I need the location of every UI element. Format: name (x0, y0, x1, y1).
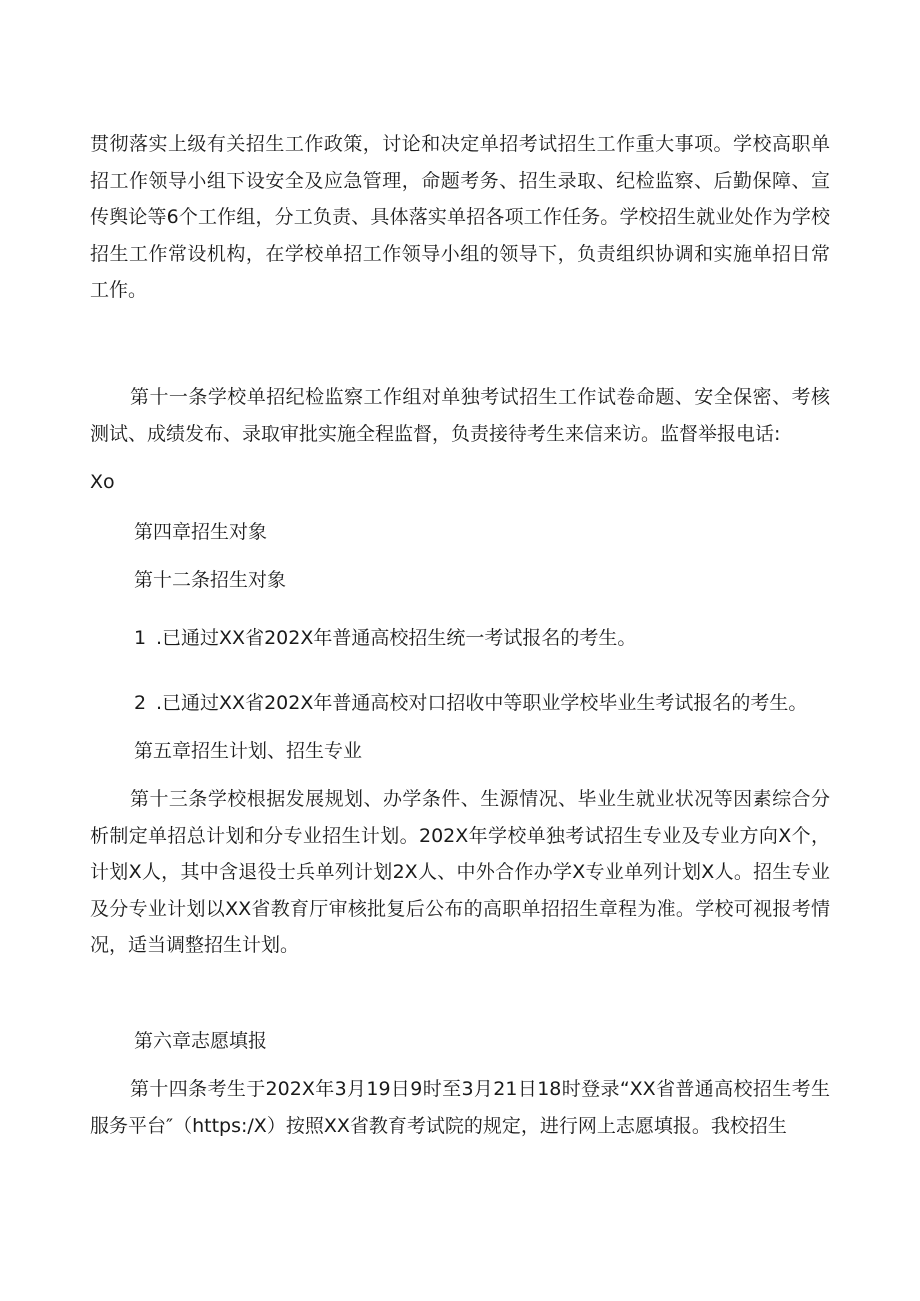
paragraph-article-13: 第十三条学校根据发展规划、办学条件、生源情况、毕业生就业状况等因素综合分析制定单招总计划和分专业招生计划。202X年学校单独考试招生专业及专业方向X个，计划X人，其中含退役士兵单列计划2X人、中外合作办学X专业单列计划X人。招生专业及分专业计划以XX省教育厅审核批复后公布的高职单招招生章程为准。学校可视报考情况，适当调整招生计划。 (90, 788, 830, 956)
article-12-heading: 第十二条招生对象 (134, 569, 287, 591)
list-item (134, 620, 636, 656)
chapter-5-heading: 第五章招生计划、招生专业 (134, 740, 363, 762)
paragraph-article-11-tail: Xo (90, 471, 115, 493)
paragraph-article-11: 第十一条学校单招纪检监察工作组对单独考试招生工作试卷命题、安全保密、考核测试、成绩发布、录取审批实施全程监督，负责接待考生来信来访。监督举报电话: (90, 386, 830, 445)
chapter-6-heading: 第六章志愿填报 (134, 1030, 268, 1052)
paragraph-article-14: 第十四条考生于202X年3月19日9时至3月21日18时登录“XX省普通高校招生考生服务平台″（https:/X）按照XX省教育考试院的规定，进行网上志愿填报。我校招生 (90, 1078, 830, 1137)
chapter-4-heading: 第四章招生对象 (134, 521, 268, 543)
list-item-number: 2 (134, 692, 147, 714)
list-item-number: 1 (134, 627, 147, 649)
list-item-text: .已通过XX省202X年普通高校对口招收中等职业学校毕业生考试报名的考生。 (156, 692, 808, 714)
paragraph-leadership-group: 贯彻落实上级有关招生工作政策，讨论和决定单招考试招生工作重大事项。学校高职单招工作领导小组下设安全及应急管理，命题考务、招生录取、纪检监察、后勤保障、宣传舆论等6个工作组，分工负责、具体落实单招各项工作任务。学校招生就业处作为学校招生工作常设机构，在学校单招工作领导小组的领导下，负责组织协调和实施单招日常工作。 (90, 133, 830, 301)
list-item (134, 685, 807, 721)
list-item-text: .已通过XX省202X年普通高校招生统一考试报名的考生。 (156, 627, 637, 649)
